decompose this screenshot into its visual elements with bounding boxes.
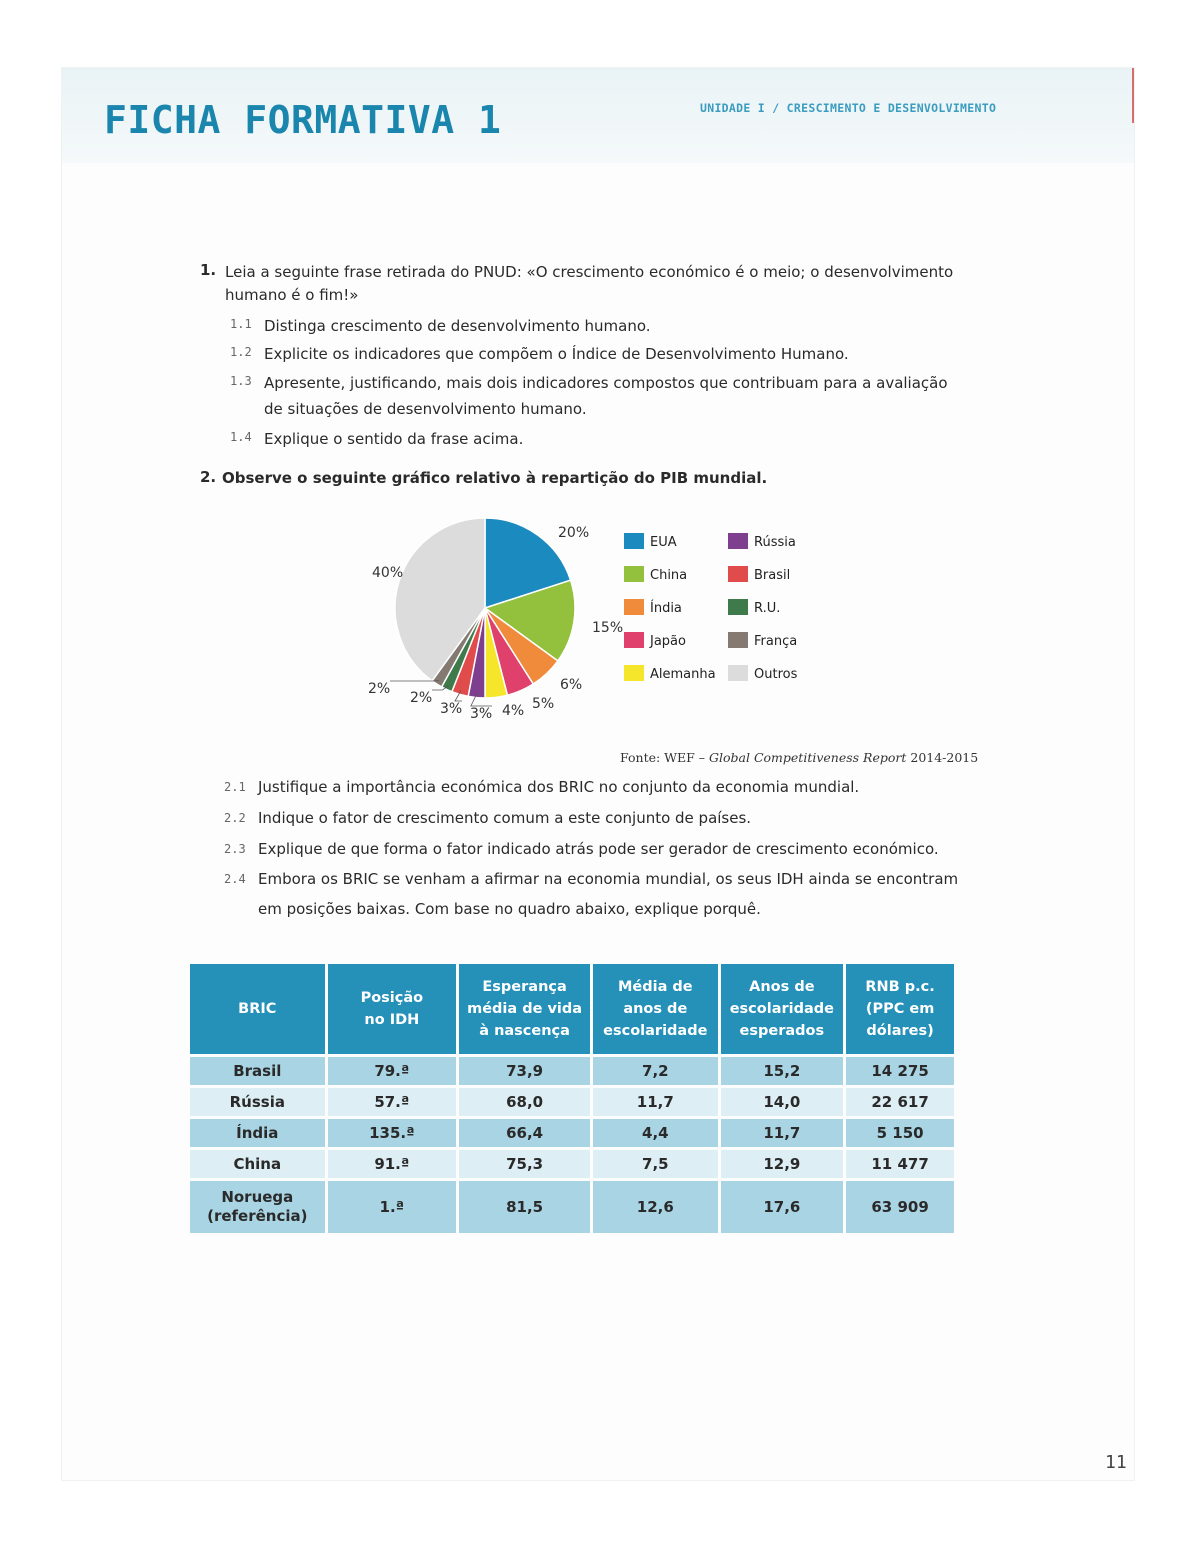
header-line: escolaridade — [603, 1023, 708, 1039]
pie-label-brasil: 3% — [440, 701, 463, 717]
cell: 11,7 — [721, 1119, 844, 1147]
legend-swatch-brasil — [728, 566, 748, 582]
table-row — [190, 1150, 954, 1178]
country-line: Noruega — [221, 1188, 294, 1206]
country-line: (referência) — [207, 1207, 308, 1225]
cell-country: China — [190, 1150, 325, 1178]
header-line: no IDH — [364, 1012, 420, 1028]
legend-label-outros: Outros — [754, 667, 798, 682]
table-row — [190, 1181, 954, 1233]
subquestion-number: 1.3 — [230, 374, 252, 388]
question-number: 2. — [200, 468, 217, 486]
question-text-line2: humano é o fim!» — [225, 286, 359, 304]
subquestion-number: 1.2 — [230, 345, 252, 359]
cell: 14 275 — [846, 1057, 954, 1085]
cell: 1.ª — [328, 1181, 457, 1233]
legend-label-alemanha: Alemanha — [650, 667, 716, 682]
cell: 79.ª — [328, 1057, 457, 1085]
header-line: à nascença — [479, 1023, 570, 1039]
pie-label-eua: 20% — [558, 525, 590, 541]
legend-label-eua: EUA — [650, 535, 677, 550]
legend-label-franca: França — [754, 634, 798, 649]
legend-swatch-india — [624, 599, 644, 615]
subquestion-number: 2.1 — [224, 780, 246, 794]
legend-swatch-alemanha — [624, 665, 644, 681]
header-line: RNB p.c. — [865, 979, 935, 995]
header-line: esperados — [739, 1023, 825, 1039]
pie-label-india: 6% — [560, 677, 583, 693]
cell: 5 150 — [846, 1119, 954, 1147]
subquestion-text: Distinga crescimento de desenvolvimento humano. — [264, 317, 651, 335]
subquestion-number: 1.1 — [230, 317, 252, 331]
cell: 4,4 — [593, 1119, 717, 1147]
header-bric — [190, 964, 325, 1054]
cell: 66,4 — [459, 1119, 590, 1147]
cell: 14,0 — [721, 1088, 844, 1116]
cell: 68,0 — [459, 1088, 590, 1116]
cell: 15,2 — [721, 1057, 844, 1085]
legend-swatch-russia — [728, 533, 748, 549]
header-line: média de vida — [467, 1001, 583, 1017]
bric-table — [187, 961, 957, 1236]
header-anos — [721, 964, 844, 1054]
header-line: escolaridade — [729, 1001, 834, 1017]
subquestion-text: Explicite os indicadores que compõem o Índice de Desenvolvimento Humano. — [264, 345, 849, 363]
page-number: 11 — [1105, 1452, 1127, 1473]
subquestion-number: 2.4 — [224, 872, 246, 886]
legend-swatch-japao — [624, 632, 644, 648]
cell: 75,3 — [459, 1150, 590, 1178]
legend-swatch-r-u — [728, 599, 748, 615]
cell: 57.ª — [328, 1088, 457, 1116]
header-line: dólares) — [866, 1023, 934, 1039]
legend-swatch-eua — [624, 533, 644, 549]
breadcrumb: UNIDADE I / CRESCIMENTO E DESENVOLVIMENTO — [700, 101, 997, 115]
legend-label-r-u: R.U. — [754, 601, 781, 616]
question-text: Observe o seguinte gráfico relativo à repartição do PIB mundial. — [222, 469, 768, 487]
cell: 135.ª — [328, 1119, 457, 1147]
legend-label-japao: Japão — [650, 634, 686, 649]
cell: 22 617 — [846, 1088, 954, 1116]
pie-label-r-u: 2% — [410, 690, 433, 706]
subquestion-text: Explique de que forma o fator indicado atrás pode ser gerador de crescimento económico. — [258, 840, 939, 858]
header-posicao — [328, 964, 457, 1054]
chart-source — [620, 750, 978, 765]
pie-chart-svg — [330, 505, 990, 775]
pie-label-outros: 40% — [372, 565, 404, 581]
cell-country: Rússia — [190, 1088, 325, 1116]
cell: 81,5 — [459, 1181, 590, 1233]
cell-country: Brasil — [190, 1057, 325, 1085]
pie-label-japao: 5% — [532, 696, 555, 712]
subquestion-text-cont: de situações de desenvolvimento humano. — [264, 400, 587, 418]
cell: 12,9 — [721, 1150, 844, 1178]
cell: 7,5 — [593, 1150, 717, 1178]
subquestion-text-cont: em posições baixas. Com base no quadro abaixo, explique porquê. — [258, 900, 761, 918]
cell-country: Índia — [190, 1119, 325, 1147]
cell-country — [190, 1181, 325, 1233]
cell: 11 477 — [846, 1150, 954, 1178]
header-line: Posição — [360, 990, 424, 1006]
table-header-row — [190, 964, 954, 1054]
source-title: Global Competitiveness Report — [709, 750, 907, 765]
subquestion-text: Indique o fator de crescimento comum a este conjunto de países. — [258, 809, 752, 827]
source-suffix: 2014-2015 — [906, 750, 979, 765]
question-number: 1. — [200, 261, 217, 279]
header-line: (PPC em — [865, 1001, 935, 1017]
subquestion-text: Justifique a importância económica dos BRIC no conjunto da economia mundial. — [258, 778, 860, 796]
pie-label-russia: 3% — [470, 706, 493, 722]
cell: 7,2 — [593, 1057, 717, 1085]
legend-label-india: Índia — [650, 601, 682, 616]
cell: 11,7 — [593, 1088, 717, 1116]
cell: 12,6 — [593, 1181, 717, 1233]
cell: 73,9 — [459, 1057, 590, 1085]
legend-label-russia: Rússia — [754, 535, 796, 550]
pie-label-franca: 2% — [368, 681, 391, 697]
header-line: anos de — [623, 1001, 688, 1017]
header-line: Esperança — [482, 979, 567, 995]
subquestion-number: 2.2 — [224, 811, 246, 825]
header-line: BRIC — [238, 1001, 277, 1017]
source-prefix: Fonte: WEF – — [620, 750, 710, 765]
table-row — [190, 1119, 954, 1147]
pie-label-china: 15% — [592, 620, 624, 636]
header-line: Anos de — [749, 979, 815, 995]
header-rnb — [846, 964, 954, 1054]
table-row — [190, 1088, 954, 1116]
cell: 91.ª — [328, 1150, 457, 1178]
subquestion-number: 2.3 — [224, 842, 246, 856]
legend-label-brasil: Brasil — [754, 568, 791, 583]
cell: 63 909 — [846, 1181, 954, 1233]
subquestion-text: Embora os BRIC se venham a afirmar na economia mundial, os seus IDH ainda se encontram — [258, 870, 959, 888]
cell: 17,6 — [721, 1181, 844, 1233]
header-esperanca — [459, 964, 590, 1054]
legend-swatch-franca — [728, 632, 748, 648]
pib-pie-chart — [330, 505, 990, 775]
table-row — [190, 1057, 954, 1085]
legend-swatch-outros — [728, 665, 748, 681]
margin-rule — [1132, 68, 1134, 123]
subquestion-text: Explique o sentido da frase acima. — [264, 430, 524, 448]
page-title: FICHA FORMATIVA 1 — [104, 98, 502, 142]
legend-label-china: China — [650, 568, 688, 583]
header-media — [593, 964, 717, 1054]
question-text-line1: Leia a seguinte frase retirada do PNUD: «O crescimento económico é o meio; o desenvolvimento — [225, 263, 954, 281]
legend-swatch-china — [624, 566, 644, 582]
subquestion-number: 1.4 — [230, 430, 252, 444]
subquestion-text: Apresente, justificando, mais dois indicadores compostos que contribuam para a avaliação — [264, 374, 948, 392]
header-line: Média de — [617, 979, 693, 995]
pie-label-alemanha: 4% — [502, 703, 525, 719]
